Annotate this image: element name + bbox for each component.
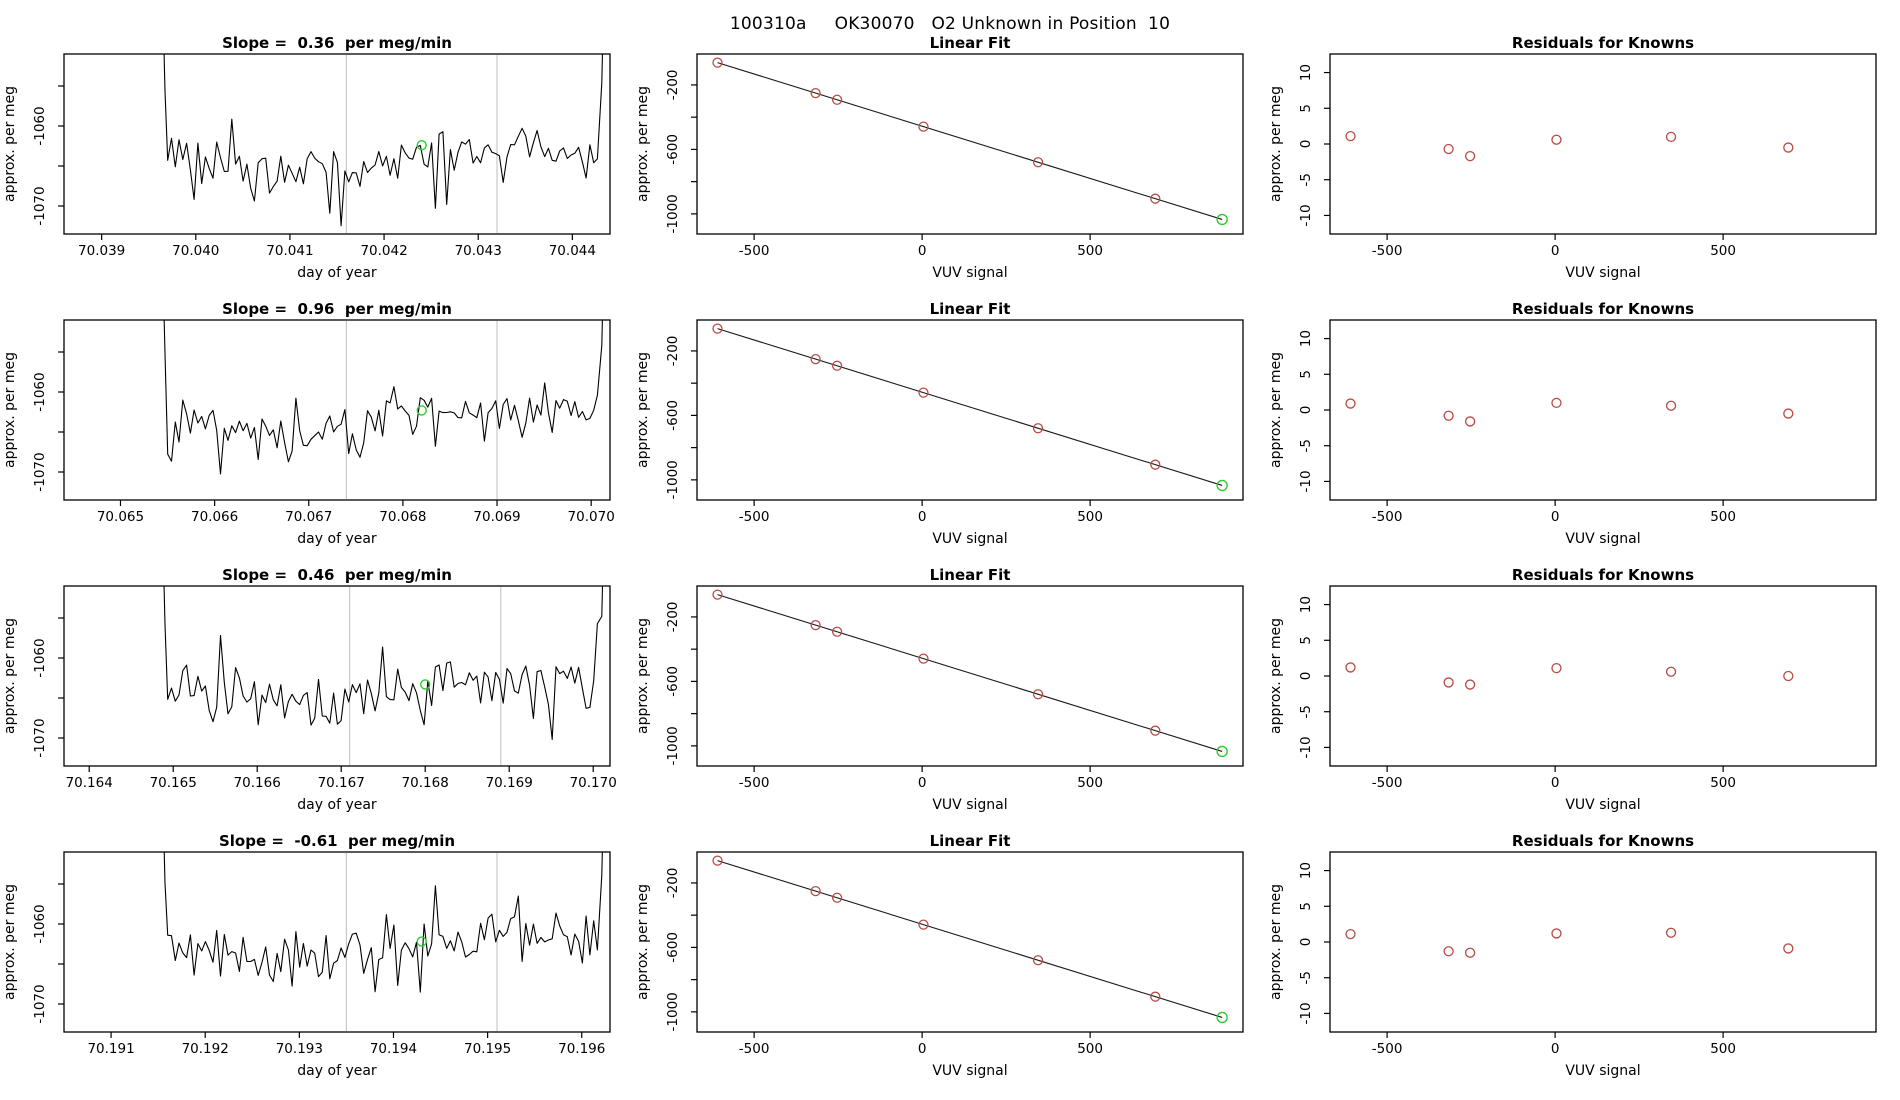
y-tick-label: 0 <box>1298 937 1314 947</box>
panel-row2-timeseries <box>0 300 633 566</box>
panel-row1-residuals-figure <box>1266 34 1900 300</box>
residual-point <box>1444 678 1453 687</box>
x-tick-label: 70.040 <box>172 243 220 259</box>
panel-row1-timeseries-figure <box>0 34 633 300</box>
panel-title: Linear Fit <box>929 34 1011 52</box>
y-axis-label: approx. per meg <box>635 884 651 1000</box>
page-title: 100310a OK30070 O2 Unknown in Position 10 <box>729 14 1171 34</box>
y-tick-label: -10 <box>1298 1002 1314 1025</box>
residual-point <box>1552 929 1561 938</box>
x-tick-label: 70.167 <box>317 775 365 791</box>
y-tick-label: -10 <box>1298 204 1314 227</box>
panel-row1-timeseries <box>0 34 633 300</box>
x-tick-label: -500 <box>738 1041 770 1057</box>
x-axis-label: day of year <box>297 1063 377 1079</box>
x-axis-label: VUV signal <box>932 797 1008 813</box>
x-axis-label: day of year <box>297 531 377 547</box>
y-tick-label: -1070 <box>32 718 48 758</box>
panel-title: Residuals for Knowns <box>1511 300 1695 318</box>
unknown-marker <box>417 937 426 946</box>
panel-row3-timeseries <box>0 566 633 832</box>
x-tick-label: 70.192 <box>181 1041 229 1057</box>
panel-row2-linear-fit-figure <box>633 300 1266 566</box>
residual-point <box>1552 664 1561 673</box>
y-tick-label: -5 <box>1298 970 1314 985</box>
y-tick-label: -600 <box>665 666 681 697</box>
panel-row4-linear-fit <box>633 832 1266 1098</box>
panel-title: Slope = -0.61 per meg/min <box>218 832 456 850</box>
y-axis-label: approx. per meg <box>1268 884 1284 1000</box>
panel-row2-linear-fit <box>633 300 1266 566</box>
residual-point <box>1444 411 1453 420</box>
panel-row4-timeseries-figure <box>0 832 633 1098</box>
panel-title: Linear Fit <box>929 300 1011 318</box>
panel-row4-timeseries <box>0 832 633 1098</box>
y-tick-label: -5 <box>1298 704 1314 719</box>
y-tick-label: 5 <box>1298 103 1314 113</box>
x-tick-label: 70.170 <box>569 775 617 791</box>
y-tick-label: -600 <box>665 400 681 431</box>
x-axis-label: VUV signal <box>932 265 1008 281</box>
y-tick-label: -1060 <box>32 106 48 146</box>
residual-point <box>1784 944 1793 953</box>
residual-point <box>1466 680 1475 689</box>
panel-row2-residuals <box>1266 300 1900 566</box>
y-tick-label: 0 <box>1298 671 1314 681</box>
x-tick-label: 70.164 <box>65 775 113 791</box>
panel-row3-residuals <box>1266 566 1900 832</box>
x-tick-label: 70.191 <box>87 1041 135 1057</box>
x-tick-label: 500 <box>1710 1041 1737 1057</box>
y-axis-label: approx. per meg <box>2 86 18 202</box>
y-tick-label: 5 <box>1298 901 1314 911</box>
plot-grid <box>0 34 1900 1098</box>
panel-title: Slope = 0.46 per meg/min <box>222 566 452 584</box>
panel-title: Residuals for Knowns <box>1511 566 1695 584</box>
x-tick-label: -500 <box>738 775 770 791</box>
y-axis-label: approx. per meg <box>2 618 18 734</box>
y-tick-label: -10 <box>1298 736 1314 759</box>
y-tick-label: -200 <box>665 335 681 367</box>
x-axis-label: VUV signal <box>1565 265 1641 281</box>
series-line <box>161 566 606 739</box>
panel-row3-linear-fit <box>633 566 1266 832</box>
residual-point <box>1552 135 1561 144</box>
x-tick-label: 0 <box>917 509 927 525</box>
fit-line <box>717 63 1222 220</box>
x-tick-label: 500 <box>1077 1041 1104 1057</box>
y-tick-label: -5 <box>1298 172 1314 187</box>
x-tick-label: 70.067 <box>285 509 333 525</box>
y-tick-label: 0 <box>1298 405 1314 415</box>
y-tick-label: -10 <box>1298 470 1314 493</box>
unknown-marker <box>417 141 426 150</box>
fit-line <box>717 329 1222 486</box>
y-tick-label: -1000 <box>665 726 681 766</box>
y-axis-label: approx. per meg <box>2 352 18 468</box>
x-axis-label: VUV signal <box>1565 797 1641 813</box>
residual-point <box>1466 152 1475 161</box>
x-tick-label: 70.194 <box>369 1041 418 1057</box>
x-tick-label: 500 <box>1710 509 1737 525</box>
x-tick-label: -500 <box>1371 775 1403 791</box>
x-axis-label: VUV signal <box>1565 531 1641 547</box>
x-tick-label: 500 <box>1710 775 1737 791</box>
residual-point <box>1466 417 1475 426</box>
plot-box <box>1330 54 1876 234</box>
residual-point <box>1784 672 1793 681</box>
y-tick-label: -1060 <box>32 904 48 944</box>
y-tick-label: -1000 <box>665 992 681 1032</box>
panel-row4-linear-fit-figure <box>633 832 1266 1098</box>
y-tick-label: 10 <box>1298 861 1314 880</box>
panel-title: Residuals for Knowns <box>1511 34 1695 52</box>
fit-line <box>717 861 1222 1018</box>
y-tick-label: -1070 <box>32 984 48 1024</box>
x-tick-label: 70.065 <box>96 509 145 525</box>
panel-row1-linear-fit <box>633 34 1266 300</box>
x-tick-label: 0 <box>1550 1041 1560 1057</box>
panel-row1-linear-fit-figure <box>633 34 1266 300</box>
x-axis-label: day of year <box>297 265 377 281</box>
known-point <box>713 324 722 333</box>
x-tick-label: -500 <box>1371 1041 1403 1057</box>
x-tick-label: 70.196 <box>558 1041 606 1057</box>
x-tick-label: 500 <box>1710 243 1737 259</box>
y-tick-label: 5 <box>1298 635 1314 645</box>
y-axis-label: approx. per meg <box>1268 618 1284 734</box>
plot-box <box>1330 320 1876 500</box>
plot-box <box>64 54 610 234</box>
y-tick-label: -200 <box>665 867 681 899</box>
x-tick-label: 0 <box>917 243 927 259</box>
panel-row2-timeseries-figure <box>0 300 633 566</box>
x-tick-label: 0 <box>1550 775 1560 791</box>
y-tick-label: 10 <box>1298 595 1314 614</box>
panel-title: Residuals for Knowns <box>1511 832 1695 850</box>
x-tick-label: 70.070 <box>567 509 615 525</box>
x-tick-label: -500 <box>1371 509 1403 525</box>
residual-point <box>1466 948 1475 957</box>
y-axis-label: approx. per meg <box>1268 352 1284 468</box>
x-tick-label: 70.165 <box>149 775 197 791</box>
y-tick-label: -600 <box>665 134 681 165</box>
y-tick-label: -1060 <box>32 638 48 678</box>
residual-point <box>1784 143 1793 152</box>
y-tick-label: -200 <box>665 601 681 633</box>
y-tick-label: -1060 <box>32 372 48 412</box>
panel-row4-residuals <box>1266 832 1900 1098</box>
x-tick-label: 70.066 <box>190 509 239 525</box>
panel-row1-residuals <box>1266 34 1900 300</box>
y-tick-label: -600 <box>665 932 681 963</box>
y-tick-label: 10 <box>1298 329 1314 348</box>
x-tick-label: 0 <box>917 775 927 791</box>
series-line <box>161 34 606 226</box>
panel-title: Linear Fit <box>929 832 1011 850</box>
panel-row3-residuals-figure <box>1266 566 1900 832</box>
x-tick-label: 70.168 <box>401 775 449 791</box>
x-axis-label: day of year <box>297 797 377 813</box>
residual-point <box>1667 667 1676 676</box>
residual-point <box>1784 409 1793 418</box>
residual-point <box>1667 132 1676 141</box>
known-point <box>713 590 722 599</box>
y-axis-label: approx. per meg <box>635 352 651 468</box>
x-tick-label: 70.166 <box>233 775 281 791</box>
plot-box <box>697 54 1243 234</box>
panel-row2-residuals-figure <box>1266 300 1900 566</box>
residual-point <box>1346 930 1355 939</box>
x-tick-label: 70.041 <box>266 243 314 259</box>
residual-point <box>1444 145 1453 154</box>
x-axis-label: VUV signal <box>1565 1063 1641 1079</box>
x-tick-label: 0 <box>1550 243 1560 259</box>
residual-point <box>1346 132 1355 141</box>
x-tick-label: 70.044 <box>548 243 596 259</box>
y-tick-label: 10 <box>1298 63 1314 82</box>
panel-row4-residuals-figure <box>1266 832 1900 1098</box>
y-axis-label: approx. per meg <box>635 86 651 202</box>
panel-title: Linear Fit <box>929 566 1011 584</box>
plot-box <box>64 852 610 1032</box>
panel-row3-linear-fit-figure <box>633 566 1266 832</box>
panel-row3-timeseries-figure <box>0 566 633 832</box>
header <box>0 0 1900 34</box>
x-tick-label: 70.068 <box>379 509 427 525</box>
panel-title: Slope = 0.96 per meg/min <box>222 300 452 318</box>
y-tick-label: 0 <box>1298 139 1314 149</box>
known-point <box>713 856 722 865</box>
plot-box <box>1330 852 1876 1032</box>
y-tick-label: -1000 <box>665 194 681 234</box>
y-axis-label: approx. per meg <box>635 618 651 734</box>
residual-point <box>1667 928 1676 937</box>
x-tick-label: 70.195 <box>463 1041 512 1057</box>
x-tick-label: 500 <box>1077 509 1104 525</box>
x-tick-label: 0 <box>1550 509 1560 525</box>
plot-box <box>697 586 1243 766</box>
residual-point <box>1552 398 1561 407</box>
x-tick-label: 70.069 <box>473 509 521 525</box>
residual-point <box>1346 399 1355 408</box>
x-tick-label: 70.043 <box>454 243 502 259</box>
residual-point <box>1444 947 1453 956</box>
residual-point <box>1667 401 1676 410</box>
plot-box <box>697 320 1243 500</box>
x-tick-label: 70.169 <box>485 775 533 791</box>
y-axis-label: approx. per meg <box>2 884 18 1000</box>
y-tick-label: -5 <box>1298 438 1314 453</box>
x-tick-label: 70.039 <box>78 243 126 259</box>
x-tick-label: -500 <box>738 243 770 259</box>
x-tick-label: -500 <box>738 509 770 525</box>
x-axis-label: VUV signal <box>932 1063 1008 1079</box>
x-tick-label: 70.193 <box>275 1041 323 1057</box>
y-axis-label: approx. per meg <box>1268 86 1284 202</box>
series-line <box>161 300 606 474</box>
series-line <box>161 832 606 992</box>
plot-box <box>697 852 1243 1032</box>
fit-line <box>717 595 1222 752</box>
y-tick-label: -200 <box>665 69 681 101</box>
x-tick-label: 500 <box>1077 243 1104 259</box>
x-tick-label: 70.042 <box>360 243 408 259</box>
y-tick-label: 5 <box>1298 369 1314 379</box>
y-tick-label: -1070 <box>32 452 48 492</box>
plot-box <box>1330 586 1876 766</box>
y-tick-label: -1000 <box>665 460 681 500</box>
residual-point <box>1346 663 1355 672</box>
x-tick-label: 500 <box>1077 775 1104 791</box>
known-point <box>713 58 722 67</box>
x-tick-label: 0 <box>917 1041 927 1057</box>
x-axis-label: VUV signal <box>932 531 1008 547</box>
y-tick-label: -1070 <box>32 186 48 226</box>
x-tick-label: -500 <box>1371 243 1403 259</box>
panel-title: Slope = 0.36 per meg/min <box>222 34 452 52</box>
